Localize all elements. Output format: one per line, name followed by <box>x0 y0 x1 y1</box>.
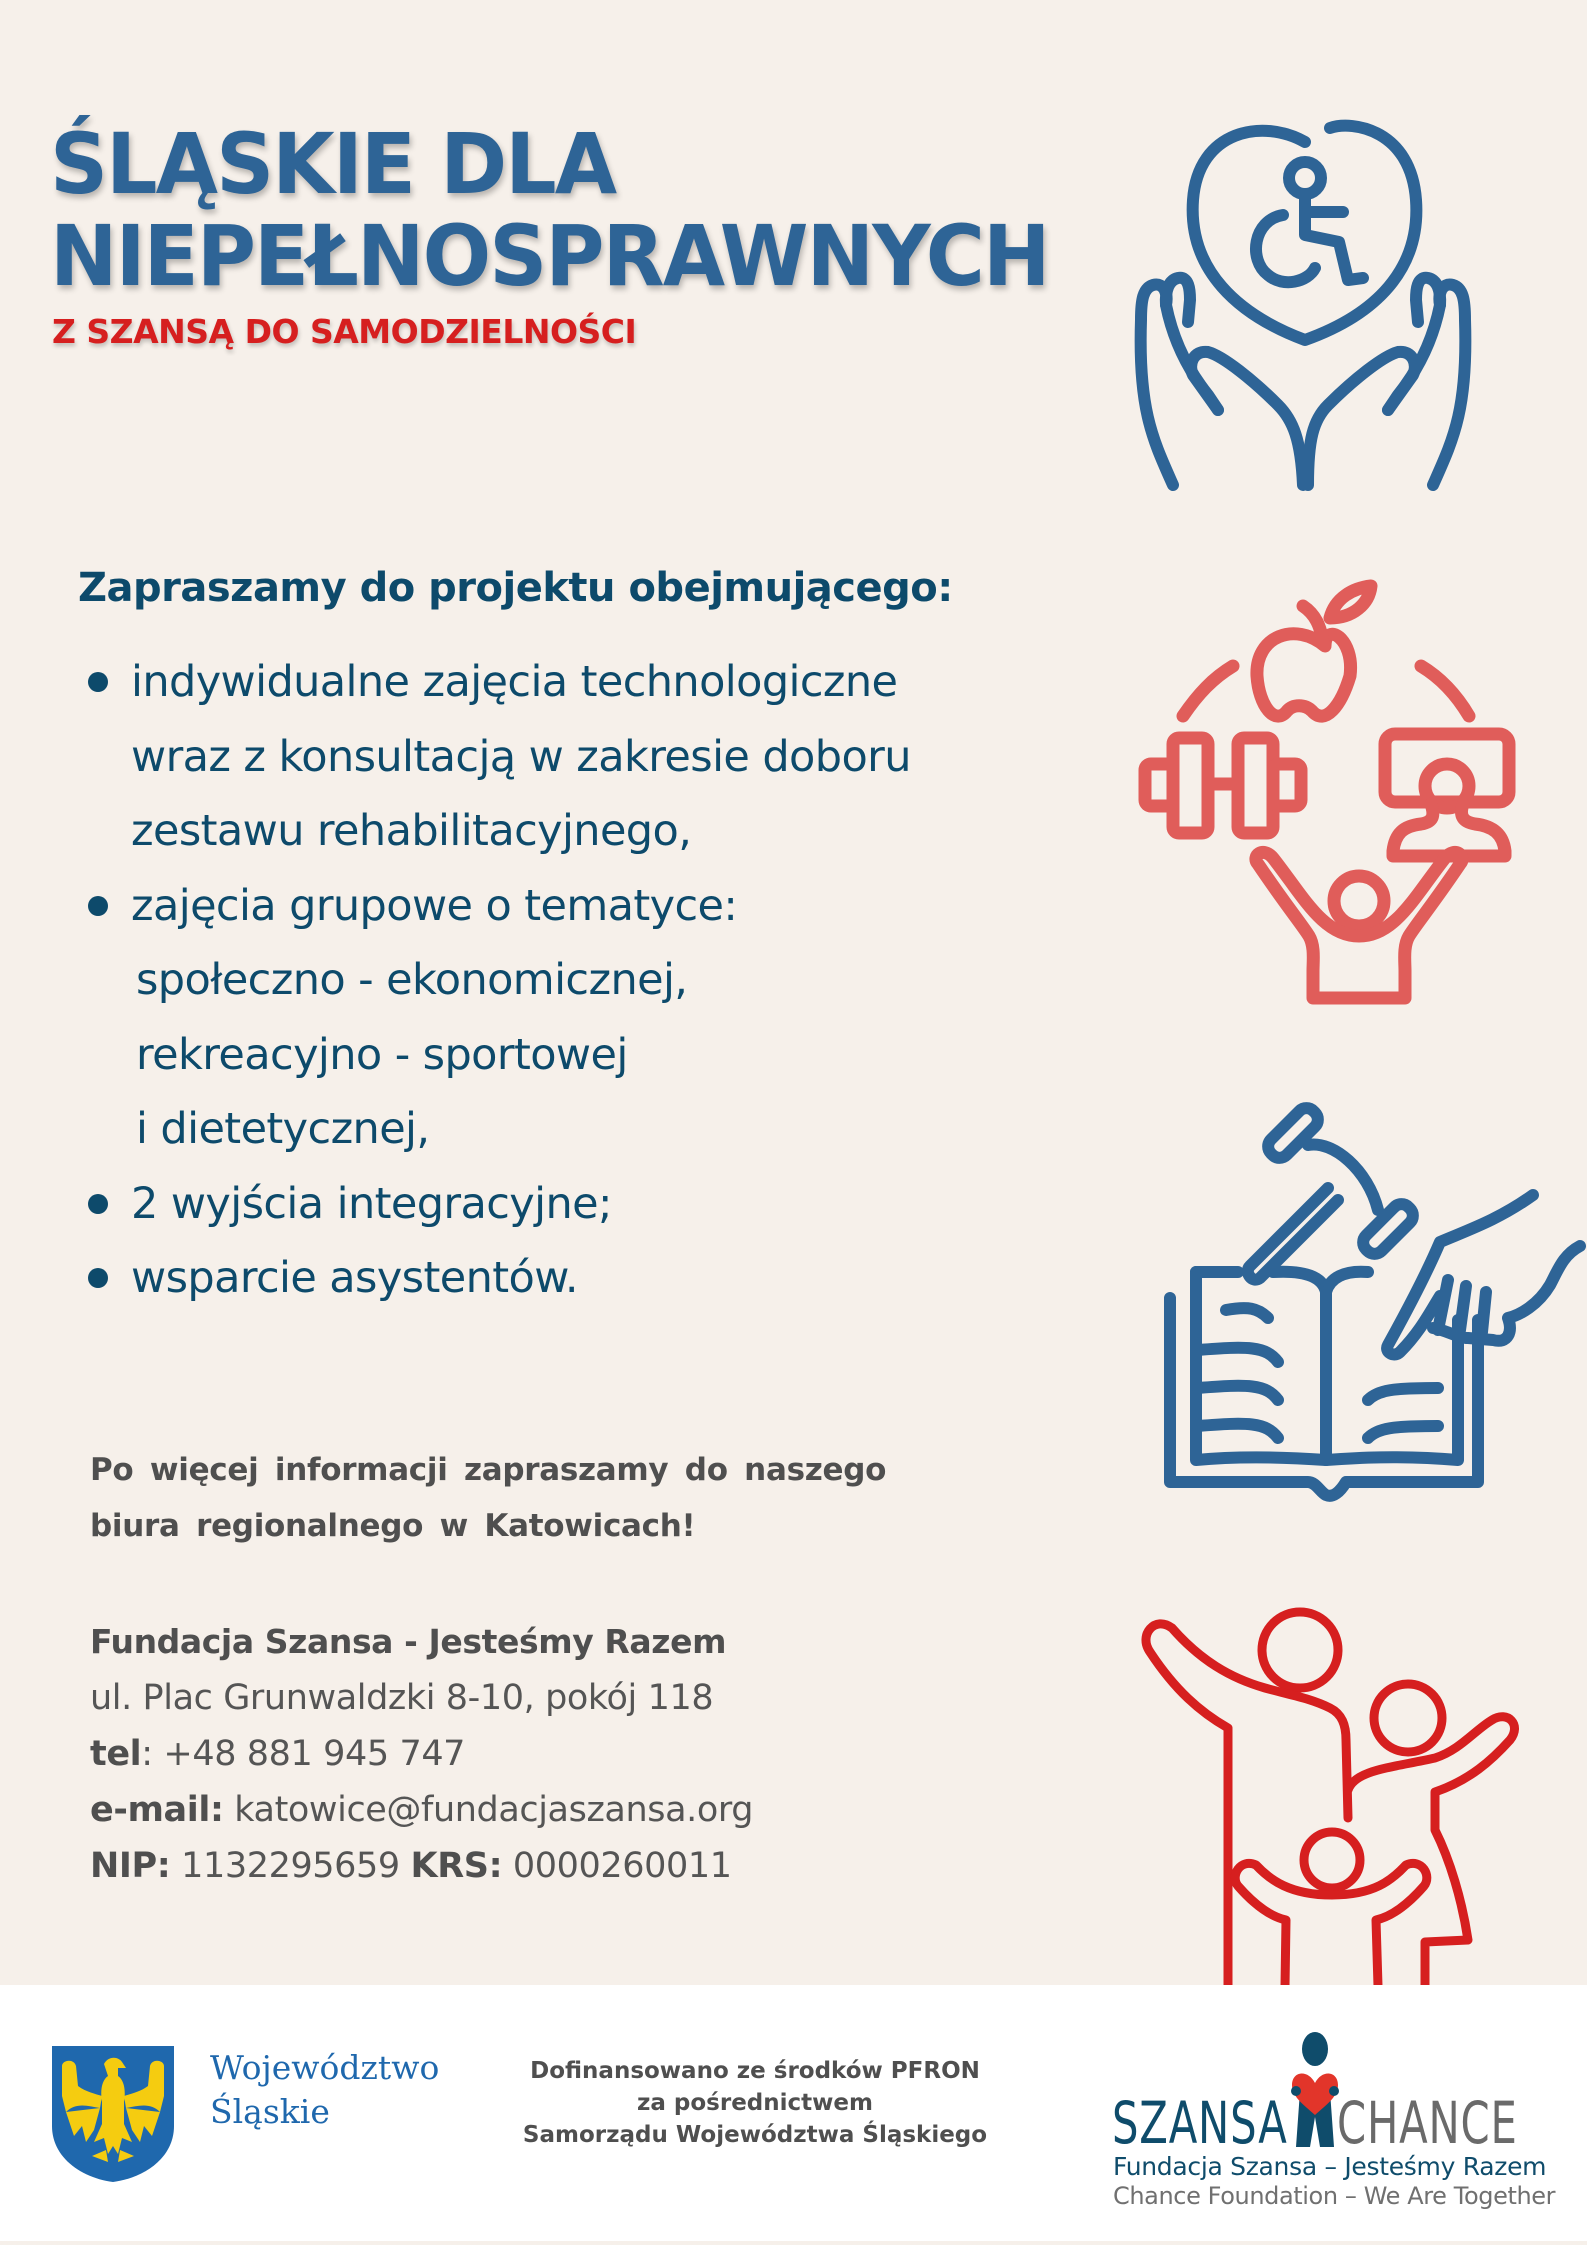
list-item: indywidualne zajęcia technologiczne wraz z konsultacją w zakresie doboru zestawu rehabilitacyjnego, <box>88 645 911 869</box>
family-icon <box>1130 1590 1530 1990</box>
list-item: 2 wyjścia integracyjne; <box>88 1167 911 1242</box>
contact-block <box>90 1614 753 1894</box>
phone-row <box>90 1726 753 1782</box>
list-item: zajęcia grupowe o tematyce: społeczno - ekonomicznej, rekreacyjno - sportowej i dietetycznej, <box>88 869 911 1167</box>
bullet-icon <box>88 896 108 916</box>
title-line-2: NIEPEŁNOSPRAWNYCH <box>50 207 1049 305</box>
intro-heading: Zapraszamy do projektu obejmującego: <box>78 565 953 611</box>
region-logo-text: Województwo Śląskie <box>210 2048 440 2131</box>
offer-list <box>88 645 911 1316</box>
phone-number[interactable]: : +48 881 945 747 <box>141 1734 466 1774</box>
heart-person-icon <box>1290 2031 1340 2149</box>
funding-note: Dofinansowano ze środków PFRON za pośrednictwem Samorządu Województwa Śląskiego <box>522 2058 988 2148</box>
szansa-chance-logo <box>1110 2025 1556 2210</box>
silesia-coat-of-arms-icon <box>52 2046 174 2186</box>
email-label: e-mail: <box>90 1790 224 1830</box>
hands-heart-wheelchair-icon <box>1143 120 1508 485</box>
bullet-icon <box>88 1268 108 1288</box>
registry-row <box>90 1838 753 1894</box>
bullet-icon <box>88 672 108 692</box>
logo-word-chance: CHANCE <box>1337 2089 1518 2157</box>
phone-label: tel <box>90 1734 142 1774</box>
page-title <box>50 115 1049 305</box>
gavel-book-icon <box>1168 1100 1578 1505</box>
krs-label: KRS: <box>410 1846 503 1886</box>
logo-tagline-en: Chance Foundation – We Are Together <box>1113 2182 1556 2210</box>
list-item: wsparcie asystentów. <box>88 1241 911 1316</box>
organization-name: Fundacja Szansa - Jesteśmy Razem <box>90 1622 727 1661</box>
email-link[interactable]: katowice@fundacjaszansa.org <box>223 1790 754 1830</box>
email-row <box>90 1782 753 1838</box>
logo-tagline-pl: Fundacja Szansa – Jesteśmy Razem <box>1113 2152 1547 2181</box>
more-info-text: Po więcej informacji zapraszamy do naszego biura regionalnego w Katowicach! <box>90 1452 887 1544</box>
krs-value: 0000260011 <box>502 1846 732 1886</box>
logo-word-szansa: SZANSA <box>1112 2089 1288 2157</box>
bullet-icon <box>88 1194 108 1214</box>
wellness-activities-icon <box>1143 566 1533 1006</box>
nip-value: 1132295659 <box>170 1846 411 1886</box>
page-subtitle: Z SZANSĄ DO SAMODZIELNOŚCI <box>52 312 637 351</box>
address: ul. Plac Grunwaldzki 8-10, pokój 118 <box>90 1678 714 1718</box>
nip-label: NIP: <box>90 1846 171 1886</box>
title-line-1: ŚLĄSKIE DLA <box>50 115 616 213</box>
